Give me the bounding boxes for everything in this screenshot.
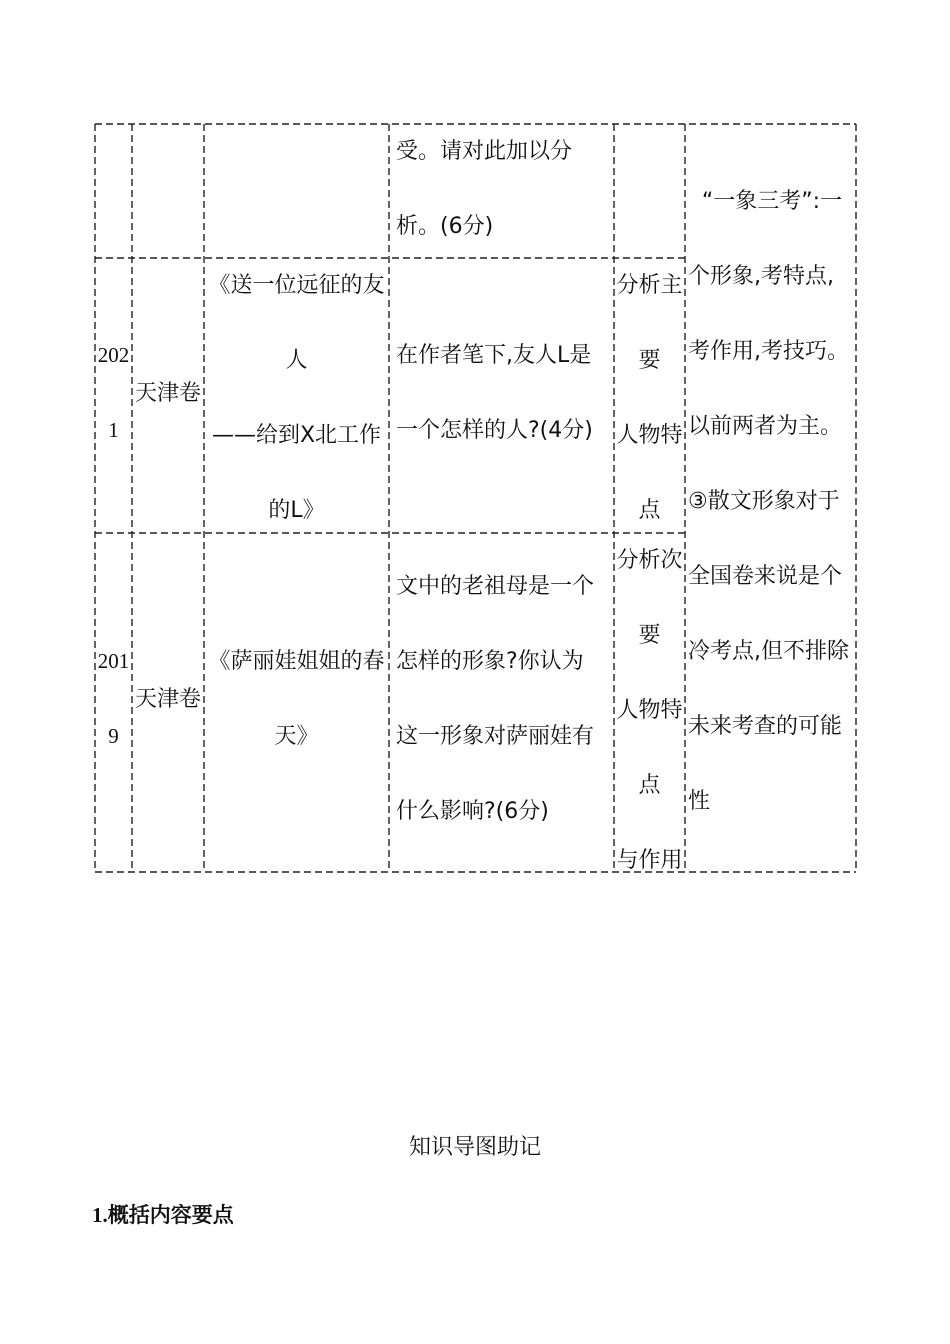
cell-line: 析。(6分) — [396, 214, 494, 239]
cell-line: 天津卷 — [134, 381, 201, 406]
cell-line: 点 — [638, 773, 661, 798]
cell-line: 性 — [688, 789, 711, 814]
cell-line: 的L》 — [268, 498, 325, 523]
table-cell-point — [614, 523, 685, 898]
cell-line: 天》 — [274, 724, 319, 749]
table-cell-question — [396, 549, 612, 849]
cell-line: 人 — [285, 348, 308, 373]
table-cell-point — [614, 248, 685, 548]
cell-line: 冷考点,但不排除 — [688, 639, 849, 664]
section-title — [92, 1200, 234, 1230]
cell-line: 全国卷来说是个 — [688, 564, 843, 589]
cell-line: 要 — [638, 348, 661, 373]
section-label: 概括内容要点 — [107, 1203, 234, 1227]
cell-line: 在作者笔下,友人L是 — [396, 343, 592, 368]
cell-line: 分析次 — [616, 548, 683, 573]
cell-line: ③散文形象对于 — [688, 489, 840, 514]
cell-line: 《萨丽娃姐姐的春 — [208, 649, 385, 674]
cell-line: ——给到X北工作 — [211, 423, 382, 448]
cell-line: 《送一位远征的友 — [208, 273, 385, 298]
cell-line: 未来考查的可能 — [688, 714, 843, 739]
table-cell-question — [396, 318, 612, 468]
cell-line: 个形象,考特点, — [688, 264, 834, 289]
cell-line: 什么影响?(6分) — [396, 799, 549, 824]
cell-line: 天津卷 — [134, 687, 201, 712]
table-cell-paper — [132, 356, 204, 431]
table-cell-title — [204, 248, 389, 548]
table-cell-question-continued — [396, 114, 612, 264]
cell-line: “一象三考”:一 — [701, 189, 843, 214]
page-heading: 知识导图助记 — [408, 1135, 541, 1160]
cell-line: 考作用,考技巧。 — [688, 339, 849, 364]
cell-line: 怎样的形象?你认为 — [396, 649, 584, 674]
cell-line: 与作用 — [616, 848, 683, 873]
cell-line: 分析主 — [616, 273, 683, 298]
cell-line: 要 — [638, 623, 661, 648]
table-cell-year — [95, 624, 132, 774]
cell-line: 201 — [97, 649, 130, 673]
table-cell-notes — [688, 164, 856, 839]
table-cell-paper — [132, 662, 204, 737]
cell-line: 受。请对此加以分 — [396, 139, 573, 164]
section-number: 1. — [92, 1203, 108, 1227]
table-cell-title — [204, 624, 389, 774]
cell-line: 点 — [638, 498, 661, 523]
cell-line: 文中的老祖母是一个 — [396, 574, 595, 599]
cell-line: 这一形象对萨丽娃有 — [396, 724, 595, 749]
cell-line: 一个怎样的人?(4分) — [396, 418, 593, 443]
cell-line: 以前两者为主。 — [688, 414, 843, 439]
cell-line: 人物特 — [616, 698, 683, 723]
cell-line: 人物特 — [616, 423, 683, 448]
cell-line: 1 — [108, 418, 119, 442]
cell-line: 9 — [108, 724, 119, 748]
table-cell-year — [95, 318, 132, 468]
cell-line: 202 — [97, 343, 130, 367]
